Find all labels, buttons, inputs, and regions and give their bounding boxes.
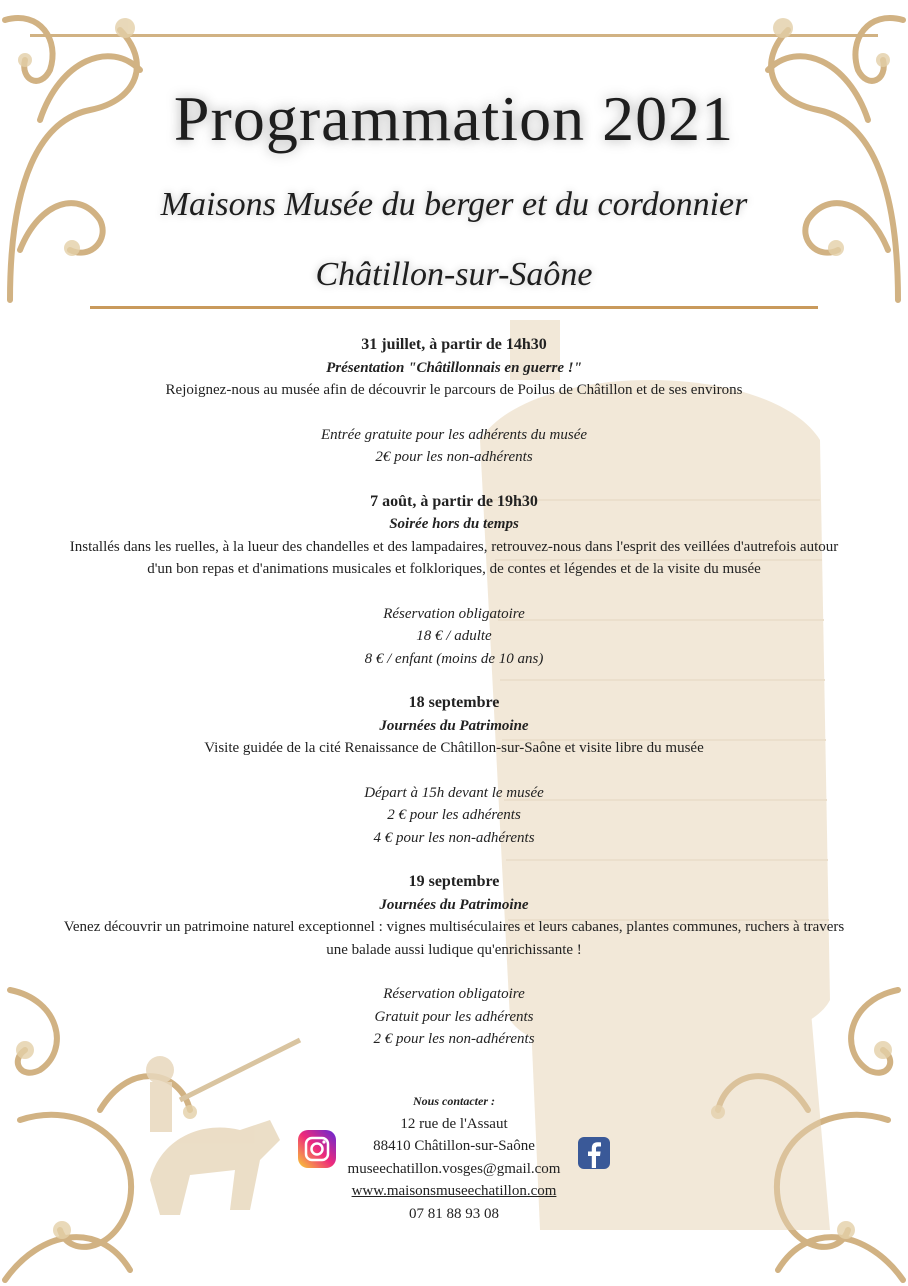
event-info: Réservation obligatoire: [383, 986, 525, 1002]
event-info: 2 € pour les non-adhérents: [373, 1031, 535, 1047]
facebook-icon[interactable]: [578, 1137, 610, 1169]
event-title: Soirée hors du temps: [389, 516, 519, 532]
event-info: 8 € / enfant (moins de 10 ans): [364, 650, 544, 667]
event-description: Venez découvrir un patrimoine naturel exceptionnel : vignes multiséculaires et leurs cabanes, plantes communes, ruchers à travers: [63, 919, 845, 935]
event-description: une balade aussi ludique qu'enrichissante !: [326, 941, 582, 958]
page-subtitle: Maisons Musée du berger et du cordonnier: [160, 186, 748, 223]
event-info: 2€ pour les non-adhérents: [375, 449, 533, 465]
event-title: Journées du Patrimoine: [379, 896, 529, 913]
event-info: Départ à 15h devant le musée: [364, 784, 544, 801]
contact-address-line1: 12 rue de l'Assaut: [400, 1115, 508, 1132]
event-info: 18 € / adulte: [416, 628, 492, 644]
event-title: Journées du Patrimoine: [379, 717, 529, 734]
contact-label: Nous contacter :: [413, 1094, 495, 1108]
header-divider: [90, 306, 818, 309]
instagram-icon[interactable]: [298, 1130, 336, 1168]
contact-website-link[interactable]: www.maisonsmuseechatillon.com: [351, 1183, 557, 1199]
event-list: [20, 334, 888, 1073]
event-info: 2 € pour les adhérents: [387, 807, 521, 823]
event-date: 31 juillet, à partir de 14h30: [361, 336, 547, 353]
event-date: 18 septembre: [408, 694, 500, 711]
event-description: Installés dans les ruelles, à la lueur des chandelles et des lampadaires, retrouvez-nous dans l'esprit des veillées d'autrefois autour: [69, 538, 839, 555]
event-description: d'un bon repas et d'animations musicales et folkloriques, de contes et légendes et de la visite du musée: [147, 561, 761, 577]
event-item: [20, 334, 888, 469]
location-heading: Châtillon-sur-Saône: [315, 256, 593, 293]
event-info: Entrée gratuite pour les adhérents du musée: [320, 426, 588, 443]
event-item: [20, 692, 888, 849]
event-title: Présentation "Châtillonnais en guerre !": [326, 359, 582, 376]
event-item: [20, 871, 888, 1051]
event-info: Réservation obligatoire: [383, 605, 525, 622]
event-item: [20, 491, 888, 671]
contact-phone: 07 81 88 93 08: [409, 1205, 499, 1222]
event-date: 19 septembre: [408, 873, 500, 890]
page-title: Programmation 2021: [173, 83, 735, 154]
event-date: 7 août, à partir de 19h30: [370, 492, 538, 510]
contact-block: [0, 1090, 908, 1225]
event-description: Visite guidée de la cité Renaissance de Châtillon-sur-Saône et visite libre du musée: [204, 740, 704, 756]
event-description: Rejoignez-nous au musée afin de découvrir le parcours de Poilus de Châtillon et de ses environs: [165, 382, 743, 398]
contact-address-line2: 88410 Châtillon-sur-Saône: [373, 1138, 535, 1154]
event-info: Gratuit pour les adhérents: [374, 1008, 534, 1025]
contact-email[interactable]: museechatillon.vosges@gmail.com: [347, 1160, 561, 1177]
event-info: 4 € pour les non-adhérents: [373, 829, 535, 846]
